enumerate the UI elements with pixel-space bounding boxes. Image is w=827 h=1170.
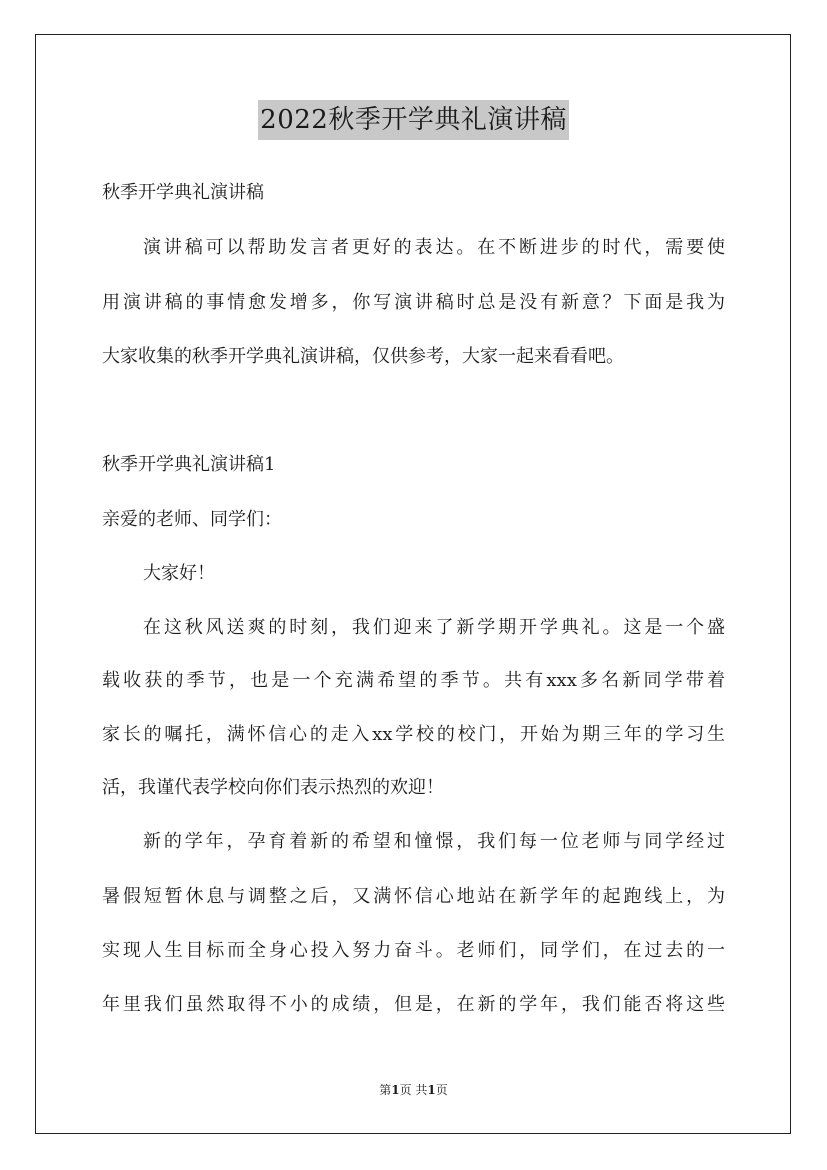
para2-line-3: 实现人生目标而全身心投入努力奋斗。老师们，同学们，在过去的一 [102, 940, 725, 961]
footer-page-prefix: 第 [379, 1083, 392, 1097]
para2-line-1: 新的学年，孕育着新的希望和憧憬，我们每一位老师与同学经过 [143, 831, 725, 852]
salutation: 亲爱的老师、同学们： [102, 509, 282, 530]
greeting: 大家好！ [143, 563, 215, 584]
footer-page-suffix: 页 [435, 1083, 448, 1097]
intro-line-2: 用演讲稿的事情愈发增多，你写演讲稿时总是没有新意？下面是我为 [102, 292, 725, 313]
title-container [0, 100, 827, 140]
para1-line-1: 在这秋风送爽的时刻，我们迎来了新学期开学典礼。这是一个盛 [143, 617, 725, 638]
document-title: 2022秋季开学典礼演讲稿 [258, 100, 569, 140]
para2-line-4: 年里我们虽然取得不小的成绩，但是，在新的学年，我们能否将这些 [102, 994, 725, 1015]
intro-line-3: 大家收集的秋季开学典礼演讲稿，仅供参考，大家一起来看看吧。 [102, 346, 624, 367]
footer-page-number: 1 [391, 1083, 400, 1097]
footer-page-total: 1 [427, 1083, 436, 1097]
intro-line-1: 演讲稿可以帮助发言者更好的表达。在不断进步的时代，需要使 [143, 237, 725, 258]
para1-line-3: 家长的嘱托，满怀信心的走入xx学校的校门，开始为期三年的学习生 [102, 724, 725, 745]
section-heading: 秋季开学典礼演讲稿1 [102, 454, 276, 475]
footer-page-mid: 页 共 [399, 1083, 428, 1097]
page-footer [0, 1082, 827, 1098]
para1-line-2: 载收获的季节，也是一个充满希望的季节。共有xxx多名新同学带着 [102, 670, 725, 691]
subtitle: 秋季开学典礼演讲稿 [102, 182, 264, 203]
para2-line-2: 暑假短暂休息与调整之后，又满怀信心地站在新学年的起跑线上，为 [102, 886, 725, 907]
para1-line-4: 活，我谨代表学校向你们表示热烈的欢迎！ [102, 777, 444, 798]
